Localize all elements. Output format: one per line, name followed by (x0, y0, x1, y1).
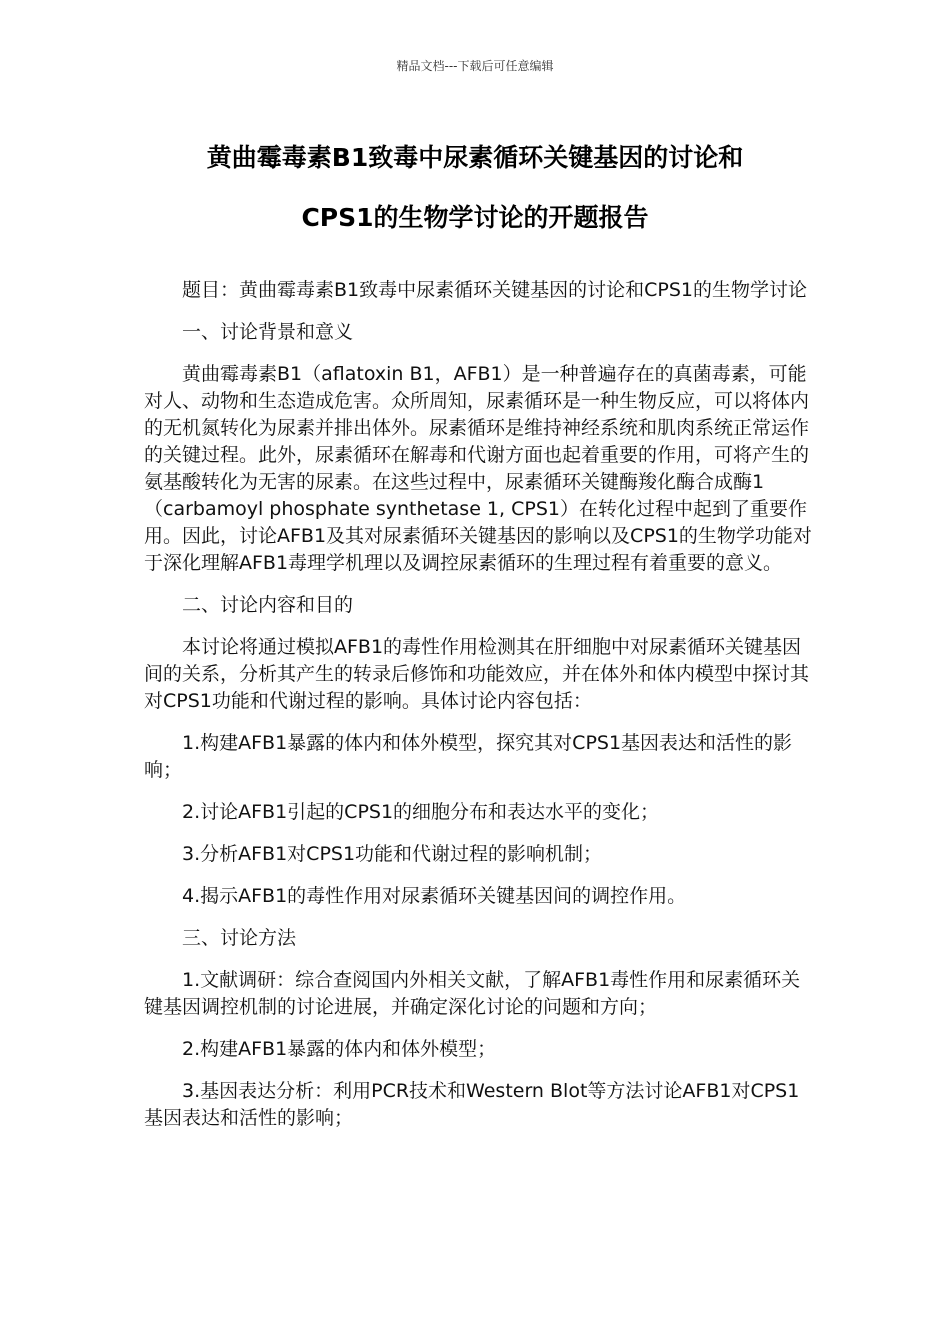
section-heading-content: 二、讨论内容和目的 (182, 594, 354, 616)
document-title-line-1: 黄曲霉毒素B1致毒中尿素循环关键基因的讨论和 (206, 143, 744, 172)
method-item-3: 3.基因表达分析：利用PCR技术和Western Blot等方法讨论AFB1对CPS1基因表达和活性的影响； (144, 1080, 800, 1129)
header-note: 精品文档---下载后可任意编辑 (396, 59, 554, 73)
section-heading-methods: 三、讨论方法 (182, 927, 297, 949)
method-item-1: 1.文献调研：综合查阅国内外相关文献，了解AFB1毒性作用和尿素循环关键基因调控机制的讨论进展，并确定深化讨论的问题和方向； (144, 969, 801, 1018)
content-paragraph: 本讨论将通过模拟AFB1的毒性作用检测其在肝细胞中对尿素循环关键基因间的关系，分析其产生的转录后修饰和功能效应，并在体外和体内模型中探讨其对CPS1功能和代谢过程的影响。具体讨论内容包括： (144, 636, 810, 712)
content-item-1: 1.构建AFB1暴露的体内和体外模型，探究其对CPS1基因表达和活性的影响； (144, 732, 793, 781)
document-title-line-2: CPS1的生物学讨论的开题报告 (301, 203, 649, 232)
content-item-4: 4.揭示AFB1的毒性作用对尿素循环关键基因间的调控作用。 (182, 885, 687, 907)
section-heading-background: 一、讨论背景和意义 (182, 321, 354, 343)
content-item-3: 3.分析AFB1对CPS1功能和代谢过程的影响机制； (182, 843, 603, 865)
method-item-2: 2.构建AFB1暴露的体内和体外模型； (182, 1038, 497, 1060)
document-body (144, 277, 812, 1147)
topic-paragraph: 题目：黄曲霉毒素B1致毒中尿素循环关键基因的讨论和CPS1的生物学讨论 (182, 279, 807, 301)
content-item-2: 2.讨论AFB1引起的CPS1的细胞分布和表达水平的变化； (182, 801, 660, 823)
background-paragraph: 黄曲霉毒素B1（aflatoxin B1，AFB1）是一种普遍存在的真菌毒素，可能对人、动物和生态造成危害。众所周知，尿素循环是一种生物反应，可以将体内的无机氮转化为尿素并排出体外。尿素循环是维持神经系统和肌肉系统正常运作的关键过程。此外，尿素循环在解毒和代谢方面也起着重要的作用，可将产生的氨基酸转化为无害的尿素。在这些过程中，尿素循环关键酶羧化酶合成酶1（carbamoyl phosphate synthetase 1, CPS1）在转化过程中起到了重要作用。因此，讨论AFB1及其对尿素循环关键基因的影响以及CPS1的生物学功能对于深化理解AFB1毒理学机理以及调控尿素循环的生理过程有着重要的意义。 (144, 363, 812, 574)
